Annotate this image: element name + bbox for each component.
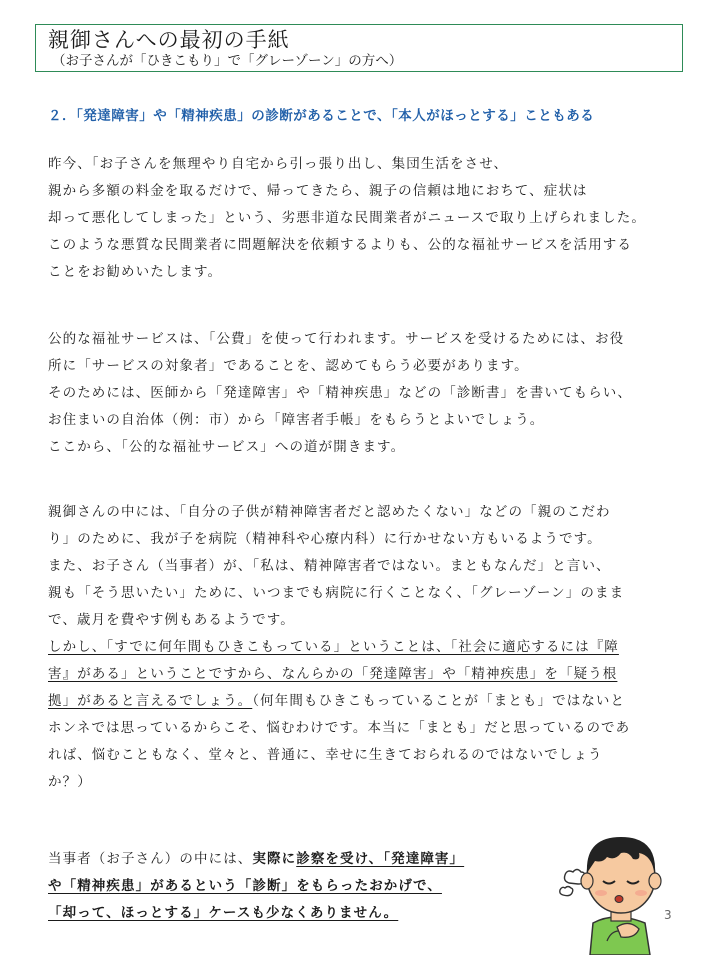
text-line: か？） (48, 774, 92, 790)
text-line: れば、悩むこともなく、堂々と、普通に、幸せに生きておられるのではないでしょう (48, 747, 603, 763)
plain-span: （何年間もひきこもっていることが「まとも」ではないと (252, 693, 626, 709)
underlined-line: 害』がある」ということですから、なんらかの「発達障害」や「精神疾患」を「疑う根 (48, 666, 618, 682)
text-line: り」のために、我が子を病院（精神科や心療内科）に行かせない方もいるようです。 (48, 531, 602, 547)
bold-span: 実際に (252, 851, 297, 867)
text-line: 所に「サービスの対象者」であることを、認めてもらう必要があります。 (48, 358, 529, 374)
underlined-line: しかし、「すでに何年間もひきこもっている」ということは、「社会に適応するには『障 (48, 639, 619, 655)
paragraph-1 (48, 151, 698, 286)
text-line: また、お子さん（当事者）が、「私は、精神障害者ではない。まともなんだ」と言い、 (48, 558, 611, 574)
underlined-span: 拠」があると言えるでしょう。 (48, 693, 253, 709)
bold-underlined-span: 診察を受け、「発達障害」 (296, 851, 465, 867)
text-line: で、歳月を費やす例もあるようです。 (48, 612, 295, 628)
paragraph-4 (48, 846, 548, 927)
text-line: 昨今、「お子さんを無理やり自宅から引っ張り出し、集団生活をさせ、 (48, 156, 509, 172)
text-line: そのためには、医師から「発達障害」や「精神疾患」などの「診断書」を書いてもらい、 (48, 385, 632, 401)
text-line: このような悪質な民間業者に問題解決を依頼するよりも、公的な福祉サービスを活用する (48, 237, 632, 253)
text-line: 親から多額の料金を取るだけで、帰ってきたら、親子の信頼は地におちて、症状は (48, 183, 588, 199)
text-line: 親も「そう思いたい」ために、いつまでも病院に行くことなく、「グレーゾーン」のまま (48, 585, 625, 601)
text-line: 親御さんの中には、「自分の子供が精神障害者だと認めたくない」などの「親のこだわ (48, 504, 611, 520)
text-line: 公的な福祉サービスは、「公費」を使って行われます。サービスを受けるためには、お役 (48, 331, 625, 347)
bold-underlined-line: 「却って、ほっとする」ケースも少なくありません。 (48, 905, 399, 921)
title-box (35, 24, 683, 72)
plain-span: 当事者（お子さん）の中には、 (48, 851, 253, 867)
text-line: ホンネでは思っているからこそ、悩むわけです。本当に「まとも」だと思っているのであ (48, 720, 631, 736)
text-line: ことをお勧めいたします。 (48, 264, 223, 280)
page-number: 3 (664, 908, 672, 922)
relieved-boy-illustration (555, 815, 680, 955)
text-line: 却って悪化してしまった」という、劣悪非道な民間業者がニュースで取り上げられました。 (48, 210, 646, 226)
paragraph-2 (48, 326, 698, 461)
page-subtitle: （お子さんが「ひきこもり」で「グレーゾーン」の方へ） (52, 53, 403, 69)
text-line: ここから、「公的な福祉サービス」への道が開きます。 (48, 439, 406, 455)
mixed-line (48, 846, 548, 873)
text-line: お住まいの自治体（例：市）から「障害者手帳」をもらうとよいでしょう。 (48, 412, 545, 428)
page-title: 親御さんへの最初の手紙 (48, 28, 290, 52)
mixed-line (48, 688, 698, 715)
paragraph-3 (48, 499, 698, 796)
section-heading: ２．「発達障害」や「精神疾患」の診断があることで、「本人がほっとする」こともある (48, 108, 595, 124)
bold-underlined-line: や「精神疾患」があるという「診断」をもらったおかげで、 (48, 878, 442, 894)
